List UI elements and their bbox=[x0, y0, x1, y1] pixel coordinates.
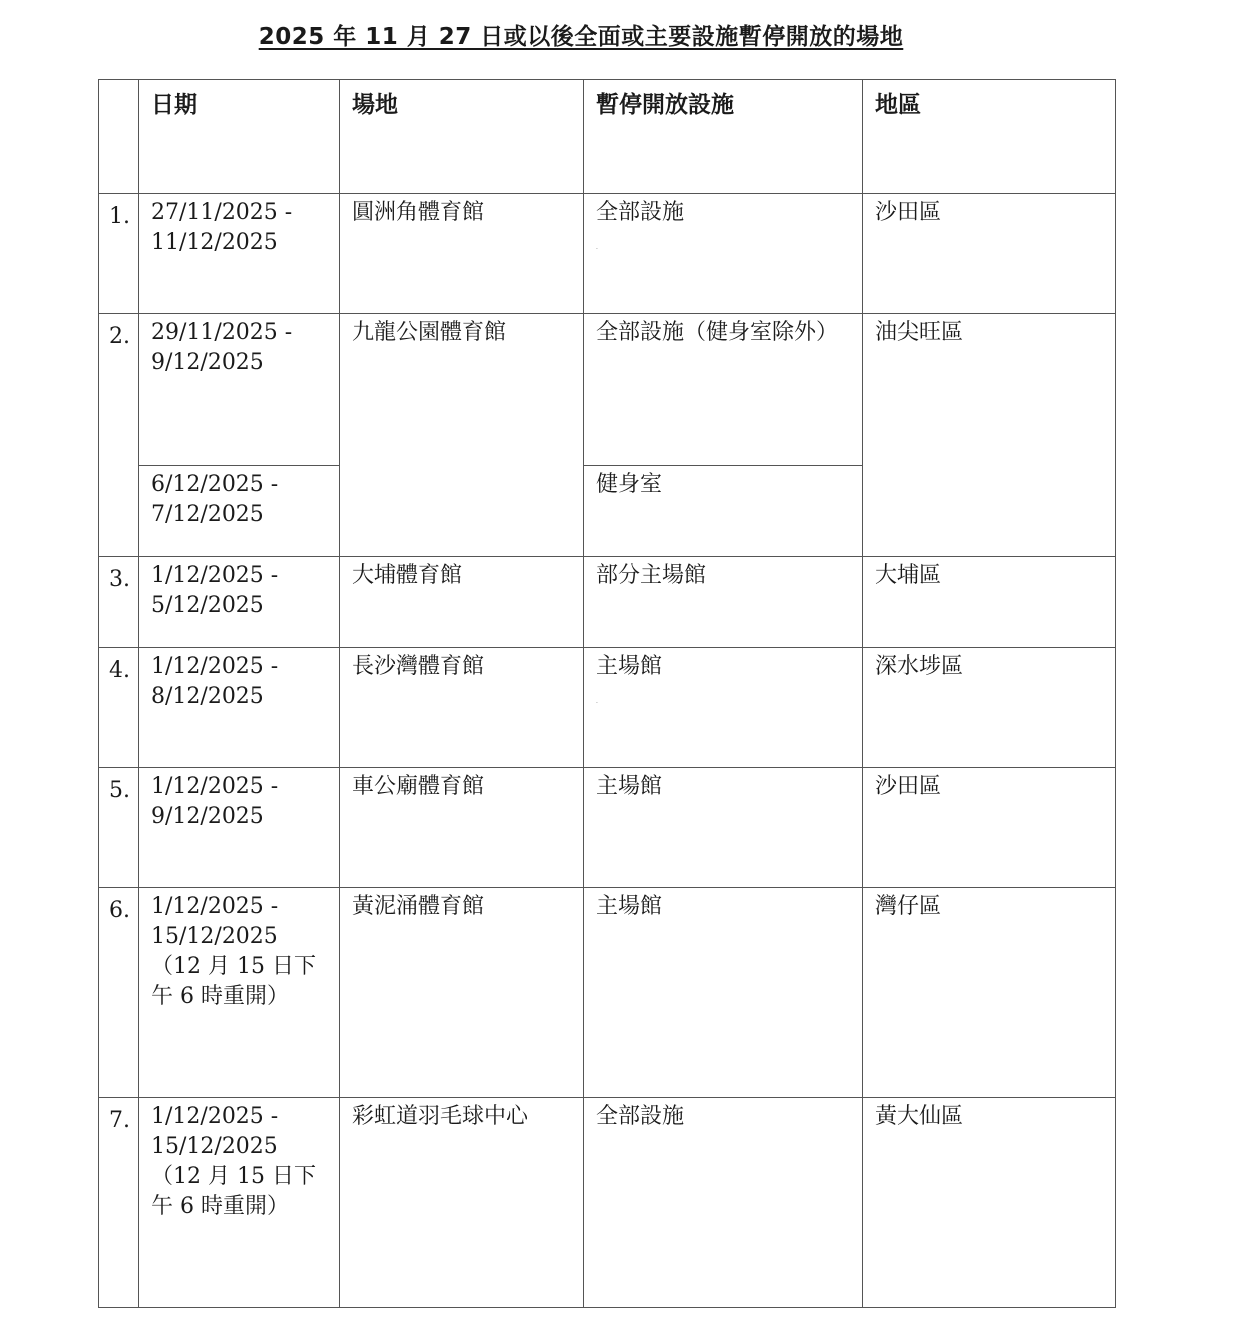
table-row bbox=[99, 314, 1116, 466]
row-facility-secondary: 健身室 bbox=[584, 466, 863, 557]
header-venue: 場地 bbox=[340, 80, 584, 194]
row-venue: 彩虹道羽毛球中心 bbox=[340, 1098, 584, 1308]
row-district: 灣仔區 bbox=[863, 888, 1116, 1098]
header-facility: 暫停開放設施 bbox=[584, 80, 863, 194]
stray-dot: . bbox=[596, 244, 598, 251]
row-number: 5. bbox=[99, 768, 139, 888]
row-district: 沙田區 bbox=[863, 194, 1116, 314]
row-district: 黃大仙區 bbox=[863, 1098, 1116, 1308]
row-venue: 車公廟體育館 bbox=[340, 768, 584, 888]
row-facility: 全部設施（健身室除外） bbox=[584, 314, 863, 466]
row-number: 1. bbox=[99, 194, 139, 314]
header-district: 地區 bbox=[863, 80, 1116, 194]
row-date: 1/12/2025 - 8/12/2025 bbox=[139, 648, 340, 768]
row-date-cell bbox=[139, 1098, 340, 1308]
row-venue: 長沙灣體育館 bbox=[340, 648, 584, 768]
row-date-note: （12 月 15 日下午 6 時重開） bbox=[151, 954, 316, 1009]
row-number: 4. bbox=[99, 648, 139, 768]
row-date: 1/12/2025 - 15/12/2025 bbox=[151, 1104, 279, 1159]
row-number: 2. bbox=[99, 314, 139, 557]
row-number: 6. bbox=[99, 888, 139, 1098]
row-date: 29/11/2025 - 9/12/2025 bbox=[139, 314, 340, 466]
table-row bbox=[99, 768, 1116, 888]
row-venue: 九龍公園體育館 bbox=[340, 314, 584, 557]
row-facility-text: 主場館 bbox=[596, 654, 663, 679]
table-row bbox=[99, 557, 1116, 648]
row-venue: 黃泥涌體育館 bbox=[340, 888, 584, 1098]
row-facility bbox=[584, 194, 863, 314]
row-facility bbox=[584, 648, 863, 768]
row-date: 27/11/2025 - 11/12/2025 bbox=[139, 194, 340, 314]
header-date: 日期 bbox=[139, 80, 340, 194]
row-district: 深水埗區 bbox=[863, 648, 1116, 768]
row-facility: 主場館 bbox=[584, 888, 863, 1098]
row-date: 1/12/2025 - 9/12/2025 bbox=[139, 768, 340, 888]
row-date: 1/12/2025 - 5/12/2025 bbox=[139, 557, 340, 648]
stray-dot: . bbox=[596, 698, 598, 705]
row-date-secondary: 6/12/2025 - 7/12/2025 bbox=[139, 466, 340, 557]
row-venue: 大埔體育館 bbox=[340, 557, 584, 648]
table-row bbox=[99, 648, 1116, 768]
table-header-row bbox=[99, 80, 1116, 194]
row-facility-text: 全部設施 bbox=[596, 200, 685, 225]
document-title: 2025 年 11 月 27 日或以後全面或主要設施暫停開放的場地 bbox=[258, 24, 904, 50]
row-district: 沙田區 bbox=[863, 768, 1116, 888]
row-facility: 主場館 bbox=[584, 768, 863, 888]
row-facility: 全部設施 bbox=[584, 1098, 863, 1308]
row-number: 7. bbox=[99, 1098, 139, 1308]
row-date-note: （12 月 15 日下午 6 時重開） bbox=[151, 1164, 316, 1219]
table-row bbox=[99, 888, 1116, 1098]
row-district: 油尖旺區 bbox=[863, 314, 1116, 557]
header-num bbox=[99, 80, 139, 194]
closure-table bbox=[98, 79, 1116, 1308]
row-facility: 部分主場館 bbox=[584, 557, 863, 648]
row-venue: 圓洲角體育館 bbox=[340, 194, 584, 314]
row-date: 1/12/2025 - 15/12/2025 bbox=[151, 894, 279, 949]
row-district: 大埔區 bbox=[863, 557, 1116, 648]
table-row bbox=[99, 1098, 1116, 1308]
row-number: 3. bbox=[99, 557, 139, 648]
row-date-cell bbox=[139, 888, 340, 1098]
table-row bbox=[99, 194, 1116, 314]
